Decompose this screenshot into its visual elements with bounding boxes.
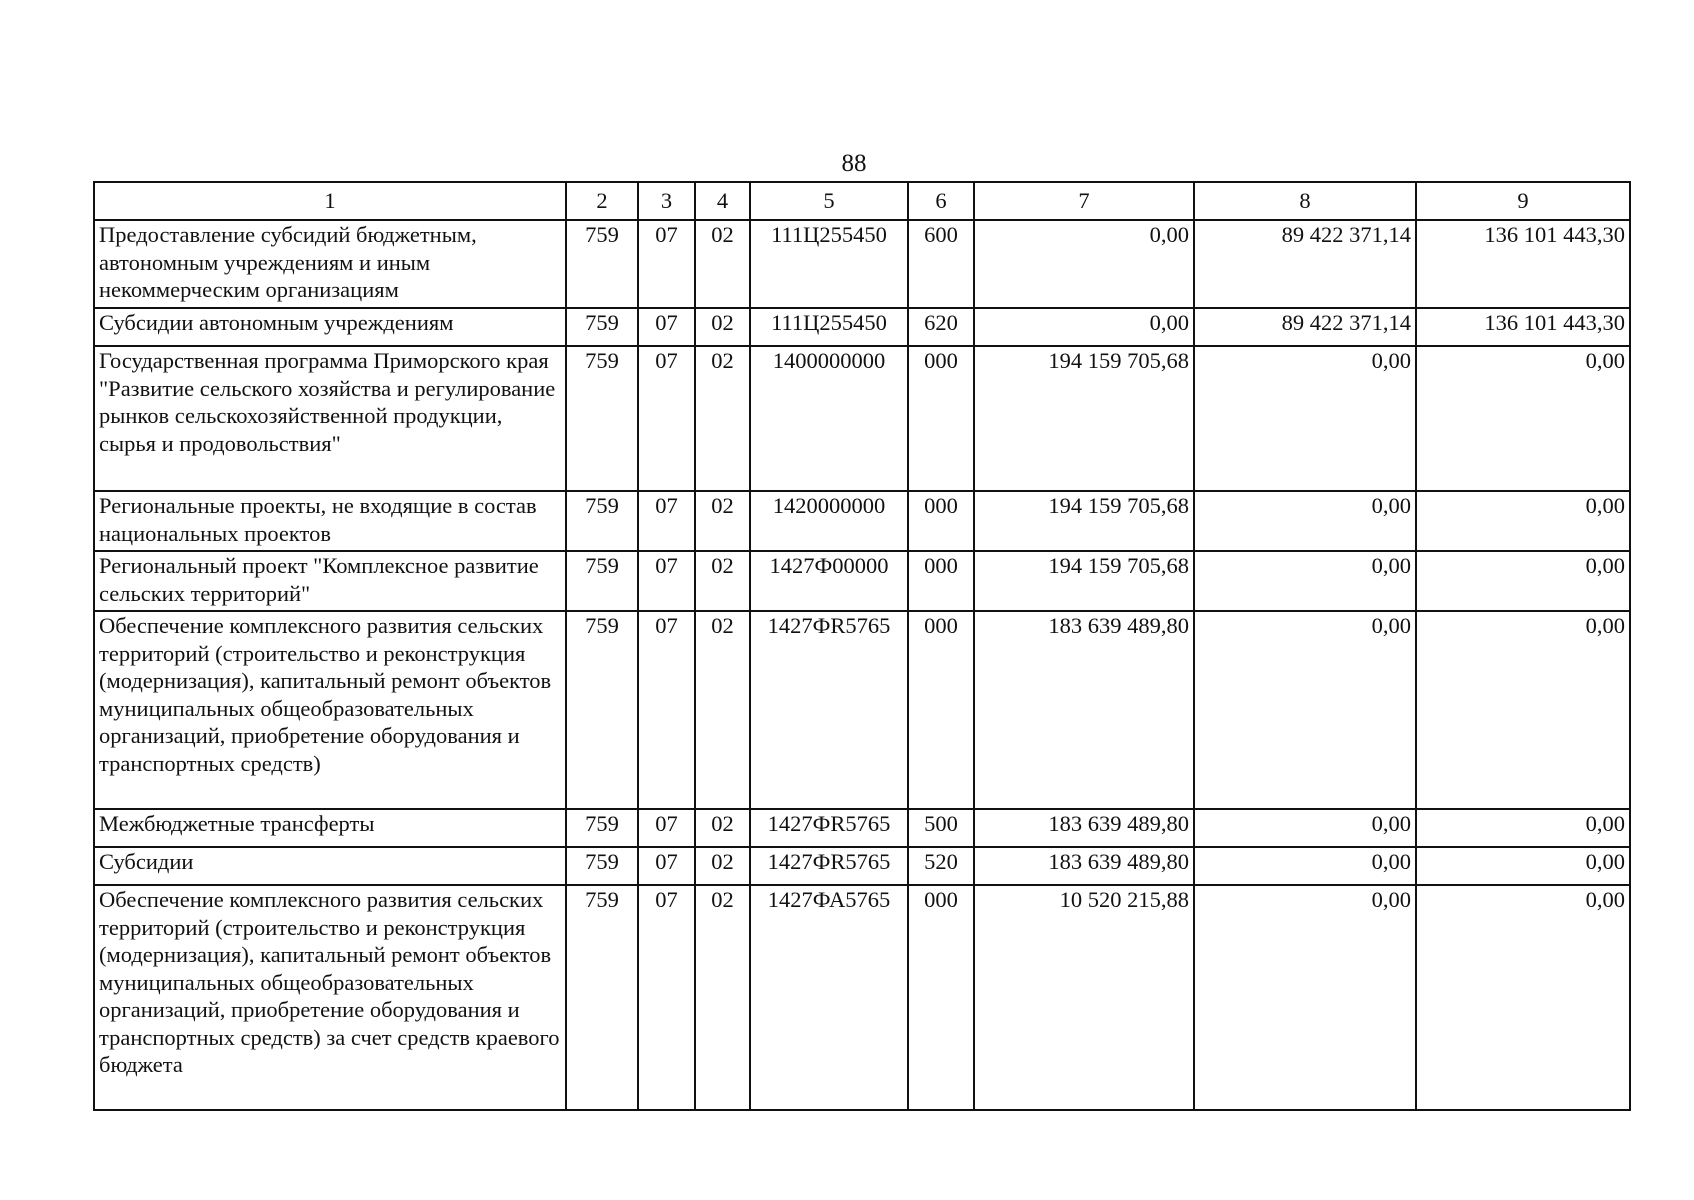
subsection-code: 02 bbox=[695, 847, 750, 885]
target-article-code: 1420000000 bbox=[750, 491, 908, 551]
row-description: Государственная программа Приморского края "Развитие сельского хозяйства и регулирование рынков сельскохозяйственной продукции, сырья и продовольствия" bbox=[94, 346, 566, 491]
column-header: 2 bbox=[566, 182, 638, 220]
column-header: 1 bbox=[94, 182, 566, 220]
ministry-code: 759 bbox=[566, 847, 638, 885]
row-description: Региональные проекты, не входящие в состав национальных проектов bbox=[94, 491, 566, 551]
table-row bbox=[94, 885, 1630, 1110]
amount-col8: 89 422 371,14 bbox=[1194, 220, 1416, 308]
expense-type-code: 000 bbox=[908, 491, 974, 551]
amount-col7: 183 639 489,80 bbox=[974, 611, 1194, 809]
subsection-code: 02 bbox=[695, 611, 750, 809]
column-header: 7 bbox=[974, 182, 1194, 220]
ministry-code: 759 bbox=[566, 308, 638, 346]
section-code: 07 bbox=[638, 551, 695, 611]
ministry-code: 759 bbox=[566, 809, 638, 847]
amount-col9: 0,00 bbox=[1416, 551, 1630, 611]
amount-col9: 136 101 443,30 bbox=[1416, 308, 1630, 346]
amount-col9: 0,00 bbox=[1416, 809, 1630, 847]
column-header: 5 bbox=[750, 182, 908, 220]
amount-col9: 0,00 bbox=[1416, 847, 1630, 885]
target-article-code: 111Ц255450 bbox=[750, 220, 908, 308]
row-description: Предоставление субсидий бюджетным, автономным учреждениям и иным некоммерческим организациям bbox=[94, 220, 566, 308]
row-description: Обеспечение комплексного развития сельских территорий (строительство и реконструкция (модернизация), капитальный ремонт объектов муниципальных общеобразовательных организаций, приобретение оборудования и транспортных средств) bbox=[94, 611, 566, 809]
target-article-code: 1427ФR5765 bbox=[750, 611, 908, 809]
expense-type-code: 000 bbox=[908, 346, 974, 491]
ministry-code: 759 bbox=[566, 491, 638, 551]
expense-type-code: 600 bbox=[908, 220, 974, 308]
row-description: Субсидии автономным учреждениям bbox=[94, 308, 566, 346]
amount-col7: 0,00 bbox=[974, 220, 1194, 308]
table-row bbox=[94, 491, 1630, 551]
column-header: 9 bbox=[1416, 182, 1630, 220]
table-row bbox=[94, 220, 1630, 308]
target-article-code: 1427ФR5765 bbox=[750, 809, 908, 847]
amount-col7: 183 639 489,80 bbox=[974, 847, 1194, 885]
subsection-code: 02 bbox=[695, 346, 750, 491]
amount-col8: 0,00 bbox=[1194, 847, 1416, 885]
row-description: Региональный проект "Комплексное развитие сельских территорий" bbox=[94, 551, 566, 611]
expense-type-code: 620 bbox=[908, 308, 974, 346]
row-description: Межбюджетные трансферты bbox=[94, 809, 566, 847]
subsection-code: 02 bbox=[695, 885, 750, 1110]
amount-col9: 0,00 bbox=[1416, 346, 1630, 491]
row-description: Обеспечение комплексного развития сельских территорий (строительство и реконструкция (модернизация), капитальный ремонт объектов муниципальных общеобразовательных организаций, приобретение оборудования и транспортных средств) за счет средств краевого бюджета bbox=[94, 885, 566, 1110]
ministry-code: 759 bbox=[566, 611, 638, 809]
amount-col9: 136 101 443,30 bbox=[1416, 220, 1630, 308]
target-article-code: 1427ФR5765 bbox=[750, 847, 908, 885]
amount-col7: 194 159 705,68 bbox=[974, 346, 1194, 491]
column-header: 3 bbox=[638, 182, 695, 220]
expense-type-code: 000 bbox=[908, 885, 974, 1110]
ministry-code: 759 bbox=[566, 551, 638, 611]
amount-col7: 183 639 489,80 bbox=[974, 809, 1194, 847]
subsection-code: 02 bbox=[695, 308, 750, 346]
table-row bbox=[94, 611, 1630, 809]
target-article-code: 1427Ф00000 bbox=[750, 551, 908, 611]
subsection-code: 02 bbox=[695, 809, 750, 847]
budget-table bbox=[93, 181, 1631, 1111]
section-code: 07 bbox=[638, 611, 695, 809]
amount-col9: 0,00 bbox=[1416, 885, 1630, 1110]
amount-col8: 0,00 bbox=[1194, 551, 1416, 611]
amount-col8: 0,00 bbox=[1194, 346, 1416, 491]
row-description: Субсидии bbox=[94, 847, 566, 885]
expense-type-code: 000 bbox=[908, 611, 974, 809]
subsection-code: 02 bbox=[695, 220, 750, 308]
amount-col8: 0,00 bbox=[1194, 809, 1416, 847]
column-header: 8 bbox=[1194, 182, 1416, 220]
ministry-code: 759 bbox=[566, 346, 638, 491]
expense-type-code: 500 bbox=[908, 809, 974, 847]
section-code: 07 bbox=[638, 847, 695, 885]
amount-col7: 0,00 bbox=[974, 308, 1194, 346]
amount-col7: 194 159 705,68 bbox=[974, 551, 1194, 611]
amount-col7: 10 520 215,88 bbox=[974, 885, 1194, 1110]
table-row bbox=[94, 551, 1630, 611]
target-article-code: 1427ФА5765 bbox=[750, 885, 908, 1110]
section-code: 07 bbox=[638, 220, 695, 308]
target-article-code: 1400000000 bbox=[750, 346, 908, 491]
target-article-code: 111Ц255450 bbox=[750, 308, 908, 346]
section-code: 07 bbox=[638, 491, 695, 551]
amount-col9: 0,00 bbox=[1416, 611, 1630, 809]
table-row bbox=[94, 809, 1630, 847]
ministry-code: 759 bbox=[566, 220, 638, 308]
column-header: 4 bbox=[695, 182, 750, 220]
amount-col8: 89 422 371,14 bbox=[1194, 308, 1416, 346]
amount-col9: 0,00 bbox=[1416, 491, 1630, 551]
amount-col8: 0,00 bbox=[1194, 491, 1416, 551]
ministry-code: 759 bbox=[566, 885, 638, 1110]
subsection-code: 02 bbox=[695, 551, 750, 611]
table-row bbox=[94, 346, 1630, 491]
amount-col8: 0,00 bbox=[1194, 611, 1416, 809]
amount-col8: 0,00 bbox=[1194, 885, 1416, 1110]
page-number: 88 bbox=[841, 150, 867, 177]
subsection-code: 02 bbox=[695, 491, 750, 551]
amount-col7: 194 159 705,68 bbox=[974, 491, 1194, 551]
header-row bbox=[94, 182, 1630, 220]
section-code: 07 bbox=[638, 308, 695, 346]
expense-type-code: 520 bbox=[908, 847, 974, 885]
section-code: 07 bbox=[638, 346, 695, 491]
table-row bbox=[94, 308, 1630, 346]
table-row bbox=[94, 847, 1630, 885]
section-code: 07 bbox=[638, 885, 695, 1110]
column-header: 6 bbox=[908, 182, 974, 220]
expense-type-code: 000 bbox=[908, 551, 974, 611]
section-code: 07 bbox=[638, 809, 695, 847]
